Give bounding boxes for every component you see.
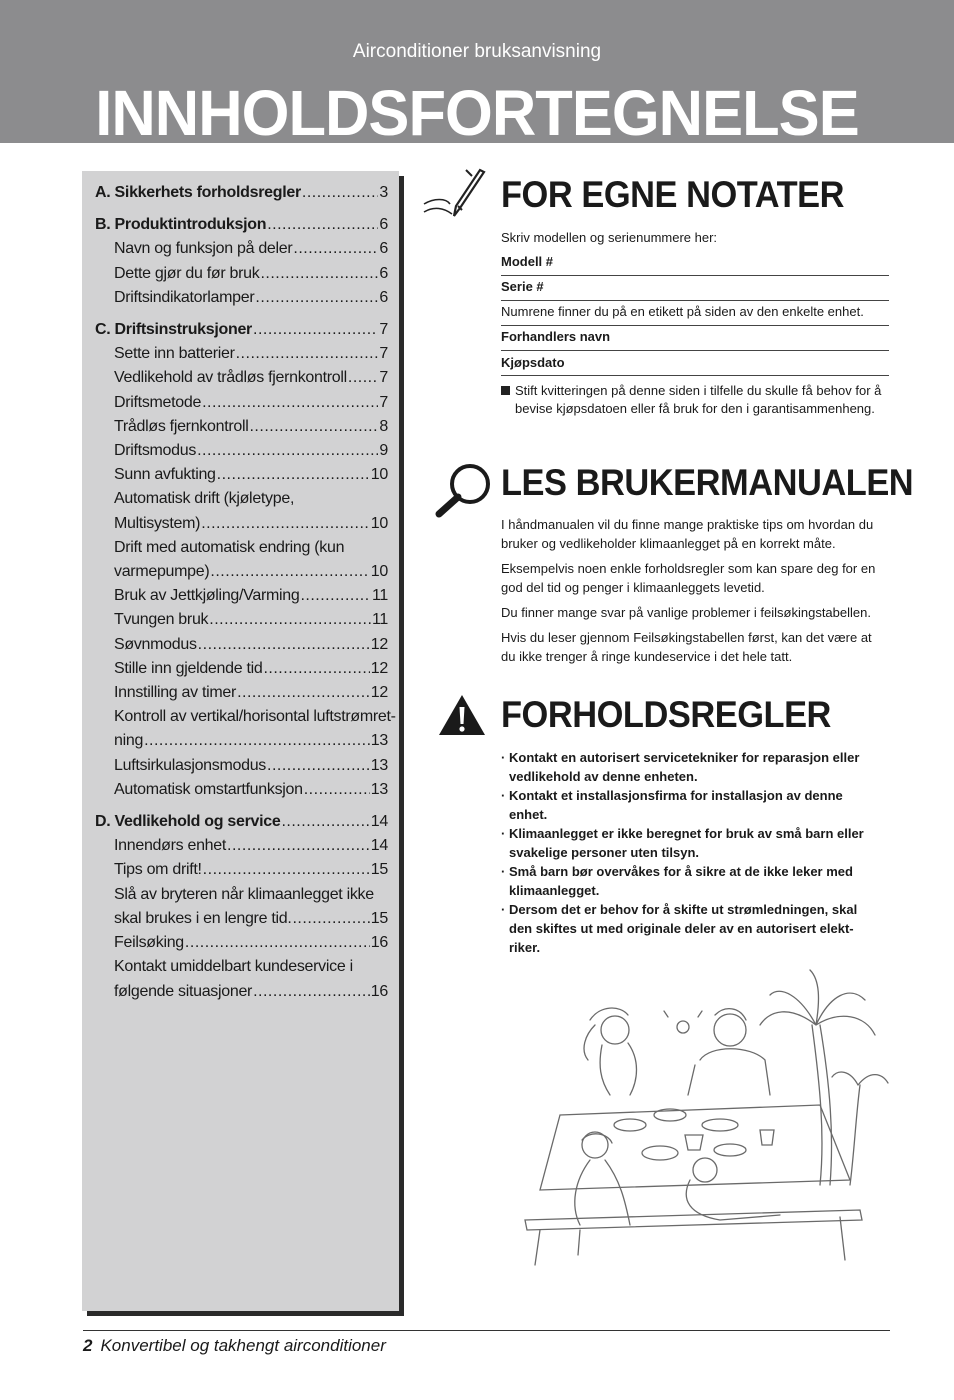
toc-entry-label: Søvnmodus xyxy=(114,635,197,653)
toc-entry-page: 14 xyxy=(370,837,388,855)
toc-entry[interactable] xyxy=(95,729,388,753)
toc-entry-page: 12 xyxy=(370,684,388,702)
toc-entry[interactable] xyxy=(95,657,388,681)
manual-heading: LES BRUKERMANUALEN xyxy=(501,462,914,503)
toc-entry[interactable] xyxy=(95,834,388,858)
pencil-icon xyxy=(420,168,492,229)
toc-entry[interactable] xyxy=(95,318,388,342)
notes-intro: Skriv modellen og serienummere her: xyxy=(501,230,718,245)
toc-entry[interactable] xyxy=(95,907,388,931)
toc-entry[interactable] xyxy=(95,810,388,834)
manual-section xyxy=(501,515,889,672)
toc-entry-label: Driftsmodus xyxy=(114,442,197,460)
toc-entry-label: Bruk av Jettkjøling/Varming xyxy=(114,587,300,605)
toc-entry-page: 14 xyxy=(370,813,388,831)
toc-entry-page: 6 xyxy=(379,216,388,234)
divider xyxy=(501,375,889,376)
toc-entry-page: 12 xyxy=(370,635,388,653)
toc-entry[interactable] xyxy=(95,754,388,778)
square-bullet-icon xyxy=(501,386,510,395)
toc-section-a xyxy=(95,181,388,205)
toc-entry-label: Multisystem) xyxy=(114,514,201,532)
warning-icon xyxy=(437,693,487,742)
toc-entry-page: 7 xyxy=(379,369,388,387)
list-item: · Kontakt et installasjonsfirma for installasjon av denne enhet. xyxy=(501,788,843,822)
toc-entry-label: Vedlikehold av trådløs fjernkontroll xyxy=(114,369,347,387)
toc-entry-label: følgende situasjoner xyxy=(114,982,253,1000)
footer-text: Konvertibel og takhengt airconditioner xyxy=(100,1336,386,1355)
toc-entry-page: 13 xyxy=(370,756,388,774)
toc-entry-page: 16 xyxy=(370,982,388,1000)
toc-entry-page: 7 xyxy=(379,321,388,339)
toc-entry-line1: Kontroll av vertikal/horisontal luftstrømret- xyxy=(114,708,396,726)
toc-entry-page: 6 xyxy=(379,264,388,282)
toc-entry-page: 6 xyxy=(379,240,388,258)
toc-entry-label: Driftsmetode xyxy=(114,393,202,411)
toc-entry-page: 13 xyxy=(370,732,388,750)
toc-entry-line1: Slå av bryteren når klimaanlegget ikke xyxy=(114,885,374,903)
toc-entry[interactable] xyxy=(95,980,388,1004)
toc-entry[interactable] xyxy=(95,608,388,632)
toc-entry-page: 11 xyxy=(371,587,388,605)
toc-entry[interactable] xyxy=(95,286,388,310)
toc-entry-label: Navn og funksjon på deler xyxy=(114,240,293,258)
toc-entry-label: Stille inn gjeldende tid xyxy=(114,659,263,677)
toc-entry-page: 8 xyxy=(379,417,388,435)
list-item: · Dersom det er behov for å skifte ut strømledningen, skal den skiftes ut med originale deler av en autorisert elekt-riker. xyxy=(501,902,858,955)
footer-divider xyxy=(83,1330,890,1331)
list-item: · Små barn bør overvåkes for å sikre at de ikke leker med klimaanlegget. xyxy=(501,864,853,898)
toc-section-d xyxy=(95,810,388,1004)
notes-section xyxy=(501,228,889,418)
receipt-note-text: Stift kvitteringen på denne siden i tilfelle du skulle få behov for å bevise kjøpsdatoen eller få bruk for den i garantisammenheng. xyxy=(515,383,882,416)
toc-entry[interactable] xyxy=(95,633,388,657)
toc-entry[interactable] xyxy=(95,213,388,237)
manual-paragraph: I håndmanualen vil du finne mange praktiske tips om hvordan du bruker og vedlikeholder klimaanlegget på en korrekt måte. xyxy=(501,517,874,551)
manual-paragraph: Eksempelvis noen enkle forholdsregler som kan spare deg for en god del tid og penger i klimaanleggets levetid. xyxy=(501,561,876,595)
toc-entry-label: Tvungen bruk xyxy=(114,611,209,629)
toc-entry-page: 11 xyxy=(371,611,388,629)
toc-entry-label: Innendørs enhet xyxy=(114,837,227,855)
toc-section-b xyxy=(95,213,388,310)
toc-entry-label: Tips om drift! xyxy=(114,861,202,879)
page-header xyxy=(0,0,954,149)
manual-paragraph: Hvis du leser gjennom Feilsøkingstabellen først, kan det være at du ikke trenger å ringe kundeservice i det hele tatt. xyxy=(501,630,872,664)
serial-field[interactable]: Serie # xyxy=(501,276,889,301)
toc-entry-label: Trådløs fjernkontroll xyxy=(114,417,249,435)
toc-entry-label: Dette gjør du før bruk xyxy=(114,264,260,282)
toc-entry-label: Innstilling av timer xyxy=(114,684,237,702)
toc-entry[interactable] xyxy=(95,366,388,390)
receipt-note xyxy=(501,382,889,418)
toc-entry[interactable] xyxy=(95,584,388,608)
precautions-list xyxy=(501,748,876,957)
list-item: · Kontakt en autorisert servicetekniker for reparasjon eller vedlikehold av denne enheten. xyxy=(501,750,860,784)
precautions-heading: FORHOLDSREGLER xyxy=(501,694,831,735)
toc-entry-label: ning xyxy=(114,732,144,750)
date-field[interactable]: Kjøpsdato xyxy=(501,355,565,370)
toc-entry[interactable] xyxy=(95,181,388,205)
toc-entry[interactable] xyxy=(95,463,388,487)
toc-entry[interactable] xyxy=(95,237,388,261)
toc-entry-page: 3 xyxy=(379,184,388,201)
toc-entry-label: Driftsindikatorlamper xyxy=(114,288,255,306)
toc-entry-label: Automatisk omstartfunksjon xyxy=(114,780,303,798)
toc-entry[interactable] xyxy=(95,681,388,705)
toc-entry-label: Sunn avfukting xyxy=(114,466,216,484)
toc-entry[interactable] xyxy=(95,778,388,802)
toc-entry-line1: Automatisk drift (kjøletype, xyxy=(114,490,295,508)
toc-entry[interactable] xyxy=(95,391,388,415)
toc-entry-page: 6 xyxy=(379,288,388,306)
toc-entry[interactable] xyxy=(95,560,388,584)
header-subtitle: Airconditioner bruksanvisning xyxy=(352,41,602,62)
toc-entry[interactable] xyxy=(95,512,388,536)
toc-entry-page: 10 xyxy=(370,514,388,532)
toc-entry-page: 13 xyxy=(370,780,388,798)
toc-entry-page: 12 xyxy=(370,659,388,677)
toc-entry-label: C. Driftsinstruksjoner xyxy=(95,321,252,339)
toc-entry-label: Sette inn batterier xyxy=(114,345,235,363)
toc-entry-label: Feilsøking xyxy=(114,934,184,952)
toc-entry-page: 7 xyxy=(379,393,388,411)
toc-entry-label: A. Sikkerhets forholdsregler xyxy=(95,184,301,201)
magnifier-icon xyxy=(434,462,494,525)
page-footer xyxy=(83,1336,386,1356)
toc-entry[interactable] xyxy=(95,415,388,439)
toc-entry[interactable] xyxy=(95,342,388,366)
dealer-field[interactable]: Forhandlers navn xyxy=(501,326,889,351)
toc-entry-label: Luftsirkulasjonsmodus xyxy=(114,756,266,774)
toc-entry-label: D. Vedlikehold og service xyxy=(95,813,281,831)
toc-entry-label: varmepumpe) xyxy=(114,563,210,581)
toc-entry[interactable] xyxy=(95,931,388,955)
toc-entry-line1: Kontakt umiddelbart kundeservice i xyxy=(114,958,353,976)
toc-entry[interactable] xyxy=(95,262,388,286)
toc-entry[interactable] xyxy=(95,439,388,463)
toc-entry-page: 15 xyxy=(370,861,388,879)
toc-entry-line1: Drift med automatisk endring (kun xyxy=(114,538,345,556)
toc-entry-label: B. Produktintroduksjon xyxy=(95,216,267,234)
table-of-contents xyxy=(82,171,399,1311)
page-title: INNHOLDSFORTEGNELSE xyxy=(95,77,859,149)
toc-entry-page: 16 xyxy=(370,934,388,952)
toc-entry-page: 7 xyxy=(379,345,388,363)
toc-entry-page: 10 xyxy=(370,563,388,581)
toc-section-c xyxy=(95,318,396,802)
model-field[interactable]: Modell # xyxy=(501,251,889,276)
toc-entry-label: skal brukes i en lengre tid. xyxy=(114,909,292,927)
toc-entry-page: 9 xyxy=(379,442,388,460)
manual-paragraph: Du finner mange svar på vanlige problemer i feilsøkingstabellen. xyxy=(501,605,871,620)
notes-heading: FOR EGNE NOTATER xyxy=(501,174,845,215)
toc-entry-page: 10 xyxy=(370,466,388,484)
page-number: 2 xyxy=(83,1336,93,1355)
picnic-illustration xyxy=(520,965,890,1275)
list-item: · Klimaanlegget er ikke beregnet for bruk av små barn eller svakelige personer uten tilsyn. xyxy=(501,826,864,860)
toc-entry[interactable] xyxy=(95,858,388,882)
toc-entry-page: 15 xyxy=(370,909,388,927)
serial-note: Numrene finner du på en etikett på siden av den enkelte enhet. xyxy=(501,301,889,326)
